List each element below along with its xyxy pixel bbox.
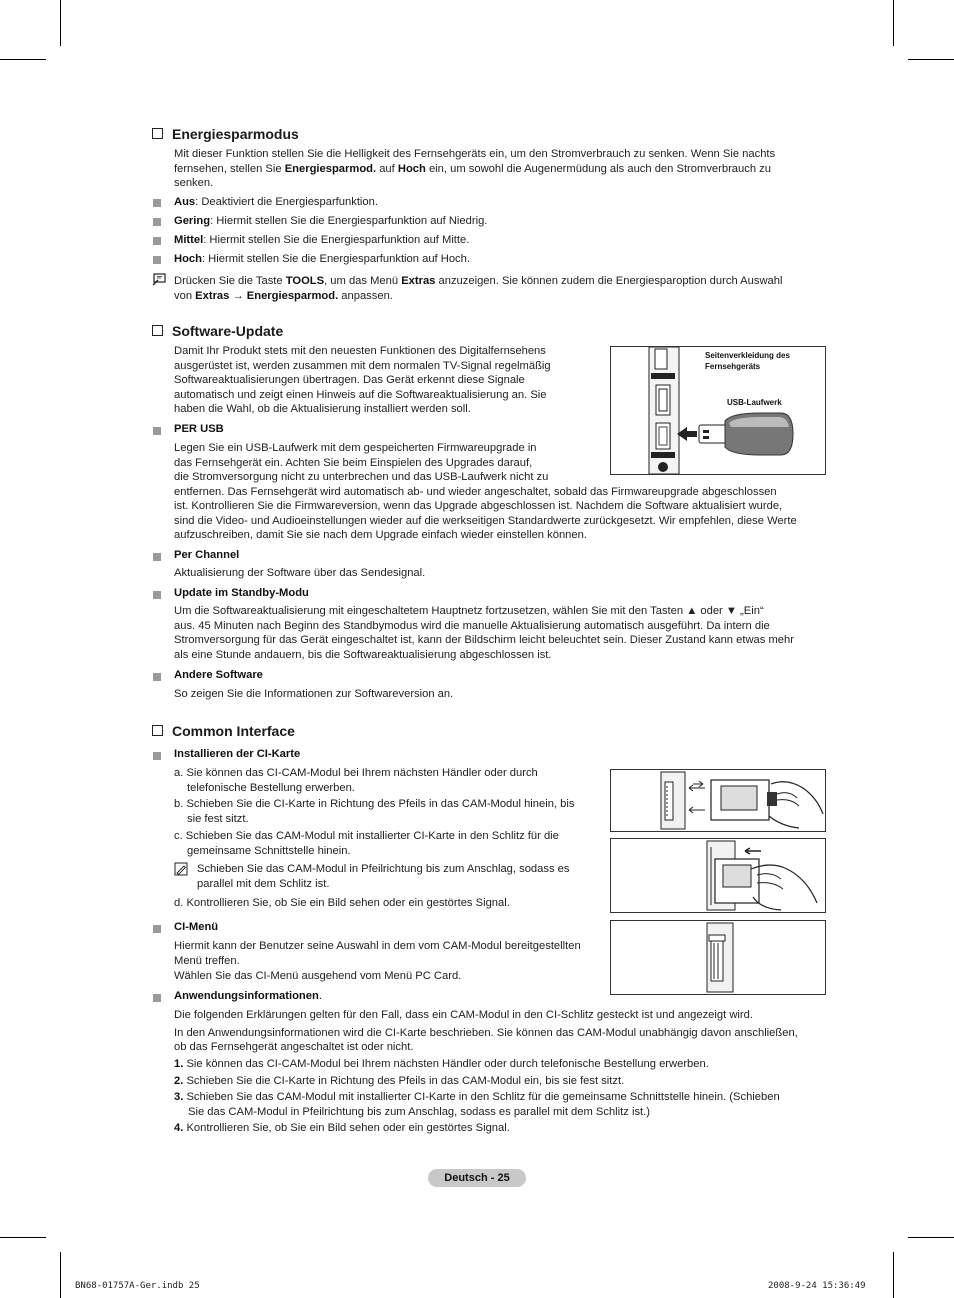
text-line: aus. 45 Minuten nach Beginn des Standbymodus wird die manuelle Aktualisierung automatisch ausgeführt. Da intern die — [174, 619, 770, 632]
list-item: 3. Schieben Sie das CAM-Modul mit installierter CI-Karte in den Schlitz für die gemeinsame Schnittstelle hinein. (Schieben — [174, 1091, 780, 1103]
crop-mark — [60, 1252, 61, 1298]
text-line: Damit Ihr Produkt stets mit den neuesten Funktionen des Digitalfernsehens — [174, 345, 546, 357]
text-line: In den Anwendungsinformationen wird die CI-Karte beschrieben. Sie können das CAM-Modul unabhängig davon anschließen, — [174, 1026, 798, 1039]
text-line: Um die Softwareaktualisierung mit eingeschaltetem Hauptnetz fortzusetzen, wählen Sie mit den Tasten ▲ oder ▼ „Ein“ — [174, 605, 764, 617]
bullet — [153, 427, 161, 435]
text-line: fernsehen, stellen Sie Energiesparmod. auf Hoch ein, um sowohl die Augenermüdung als auch den Stromverbrauch zu — [174, 162, 771, 175]
install-step-d: d. Kontrollieren Sie, ob Sie ein Bild sehen oder ein gestörtes Signal. — [174, 897, 510, 909]
subheading-install-ci: Installieren der CI-Karte — [174, 748, 301, 760]
energie-intro — [174, 147, 834, 191]
text-line: ausgerüstet ist, werden zusammen mit dem normalen TV-Signal regelmäßig — [174, 359, 551, 372]
text-line: Wählen Sie das CI-Menü ausgehend vom Menü PC Card. — [174, 970, 462, 982]
subheading-ci-menu: CI-Menü — [174, 921, 219, 933]
standby-text — [174, 604, 834, 662]
section-heading-energiesparmodus — [152, 126, 299, 142]
text-line: parallel mit dem Schlitz ist. — [197, 877, 330, 890]
list-item: Gering: Hiermit stellen Sie die Energiesparfunktion auf Niedrig. — [174, 215, 488, 227]
subheading-per-channel: Per Channel — [174, 549, 240, 561]
install-step-c — [174, 829, 604, 858]
subheading-andere-software: Andere Software — [174, 669, 263, 681]
cam-module-illustration — [611, 839, 825, 912]
bullet — [153, 199, 161, 207]
list-item: Mittel: Hiermit stellen Sie die Energiesparfunktion auf Mitte. — [174, 234, 470, 246]
crop-mark — [893, 1252, 894, 1298]
text-line: senken. — [174, 177, 214, 189]
text-line: a. Sie können das CI-CAM-Modul bei Ihrem nächsten Händler oder durch — [174, 767, 538, 779]
text-line: automatisch und zeigt einen Hinweis auf die Softwareaktualisierung an. Sie — [174, 388, 547, 401]
bullet — [153, 994, 161, 1002]
usb-drive-label: USB-Laufwerk — [727, 398, 782, 407]
software-intro — [174, 344, 594, 417]
bullet — [153, 218, 161, 226]
list-item: 4. Kontrollieren Sie, ob Sie ein Bild sehen oder ein gestörtes Signal. — [174, 1122, 510, 1134]
side-panel-label: Seitenverkleidung des Fernsehgeräts — [705, 351, 790, 371]
list-item: Hoch: Hiermit stellen Sie die Energiesparfunktion auf Hoch. — [174, 253, 470, 265]
checkbox-glyph — [152, 725, 163, 736]
note-icon — [174, 862, 188, 876]
text-line: sie fest sitzt. — [187, 812, 249, 825]
ci-figure-insert-card — [610, 769, 826, 832]
bullet — [153, 237, 161, 245]
text-line: Hiermit kann der Benutzer seine Auswahl in dem vom CAM-Modul bereitgestellten — [174, 940, 581, 952]
tools-note-icon — [152, 273, 166, 287]
per-usb-text — [174, 441, 834, 543]
numbered-list — [174, 1057, 834, 1136]
bullet — [153, 591, 161, 599]
checkbox-glyph — [152, 325, 163, 336]
list-item: Aus: Deaktiviert die Energiesparfunktion. — [174, 196, 378, 208]
list-item: 2. Schieben Sie die CI-Karte in Richtung des Pfeils in das CAM-Modul ein, bis sie fest sitzt. — [174, 1074, 625, 1087]
text-line: Legen Sie ein USB-Laufwerk mit dem gespeicherten Firmwareupgrade in — [174, 442, 537, 454]
bullet — [153, 256, 161, 264]
text-line: ist. Kontrollieren Sie die Firmwareversion, wenn das Upgrade abgeschlossen ist. Nachdem die Software aktualisiert wurde, — [174, 500, 783, 512]
crop-mark — [60, 0, 61, 46]
text-line: Schieben Sie das CAM-Modul in Pfeilrichtung bis zum Anschlag, sodass es — [197, 863, 570, 875]
bullet — [153, 925, 161, 933]
section-title: Common Interface — [172, 723, 295, 739]
text-line: gemeinsame Schnittstelle hinein. — [187, 844, 351, 857]
subheading-standby: Update im Standby-Modu — [174, 587, 309, 599]
checkbox-glyph — [152, 128, 163, 139]
andere-software-text: So zeigen Sie die Informationen zur Softwareversion an. — [174, 688, 454, 700]
text-line: als eine Stunde andauern, bis die Softwareaktualisierung abgeschlossen ist. — [174, 648, 552, 661]
text-line: Die folgenden Erklärungen gelten für den Fall, dass ein CAM-Modul in den CI-Schlitz gesteckt ist und angezeigt wird. — [174, 1009, 753, 1021]
section-heading-software-update — [152, 323, 283, 339]
text-line: aufzuschreiben, damit Sie sie nach dem Upgrade einfach wieder einstellen können. — [174, 529, 587, 541]
text-line: entfernen. Das Fernsehgerät wird automatisch ab- und wieder angeschaltet, sobald das Firmwareupgrade abgeschlossen — [174, 485, 777, 498]
crop-mark — [908, 1237, 954, 1238]
text-line: Stromversorgung für das Gerät eingeschaltet ist, kann der Bildschirm leicht beleuchtet sein. Dieser Zustand kann etwas mehr — [174, 634, 794, 646]
ci-card-illustration — [611, 770, 825, 831]
ci-menu-text — [174, 939, 604, 984]
text-line: die Stromversorgung nicht zu unterbrechen und das USB-Laufwerk nicht zu — [174, 471, 549, 483]
crop-mark — [908, 59, 954, 60]
text-line: Sie das CAM-Modul in Pfeilrichtung bis zum Anschlag, sodass es parallel mit dem Schlitz ist.) — [188, 1105, 650, 1118]
text-line: haben die Wahl, ob die Aktualisierung installiert werden soll. — [174, 403, 471, 415]
subheading-anwendungsinformationen: Anwendungsinformationen. — [174, 990, 322, 1002]
bullet — [153, 553, 161, 561]
crop-mark — [0, 59, 46, 60]
text-line: das Fernsehgerät ein. Achten Sie beim Einspielen des Upgrades darauf, — [174, 456, 533, 469]
install-step-b — [174, 797, 604, 826]
section-title: Energiesparmodus — [172, 126, 299, 142]
installed-module-illustration — [611, 921, 825, 994]
text-line: ob das Fernsehgerät angeschaltet ist oder nicht. — [174, 1041, 414, 1053]
section-title: Software-Update — [172, 323, 284, 339]
section-heading-common-interface — [152, 723, 295, 739]
bullet — [153, 673, 161, 681]
text-line: Softwareaktualisierungen übertragen. Das Gerät erkennt diese Signale — [174, 374, 525, 386]
ci-figure-insert-module — [610, 838, 826, 913]
crop-mark — [893, 0, 894, 46]
app-info-text — [174, 1008, 834, 1055]
text-line: sind die Video- und Audioeinstellungen wieder auf die werkseitigen Standardwerte zurückgesetzt. Wir empfehlen, diese Werte — [174, 514, 797, 527]
print-file-name: BN68-01757A-Ger.indb 25 — [75, 1281, 200, 1291]
print-timestamp: 2008-9-24 15:36:49 — [768, 1281, 866, 1291]
text-line: c. Schieben Sie das CAM-Modul mit installierter CI-Karte in den Schlitz für die — [174, 830, 559, 842]
subheading-per-usb: PER USB — [174, 423, 224, 435]
bullet — [153, 752, 161, 760]
text-line: telefonische Bestellung erwerben. — [187, 781, 355, 794]
text-line: Menü treffen. — [174, 954, 240, 967]
per-channel-text: Aktualisierung der Software über das Sendesignal. — [174, 567, 426, 579]
install-step-a — [174, 766, 604, 795]
ci-figure-installed — [610, 920, 826, 995]
text-line: Drücken Sie die Taste TOOLS, um das Menü Extras anzuzeigen. Sie können zudem die Energiesparoption durch Auswahl — [174, 275, 783, 287]
text-line: Mit dieser Funktion stellen Sie die Helligkeit des Fernsehgeräts ein, um den Stromverbrauch zu senken. Wenn Sie nachts — [174, 148, 776, 160]
tools-note — [174, 274, 834, 303]
page-number-badge: Deutsch - 25 — [428, 1169, 526, 1187]
install-note — [197, 862, 597, 891]
crop-mark — [0, 1237, 46, 1238]
list-item: 1. Sie können das CI-CAM-Modul bei Ihrem nächsten Händler oder durch telefonische Bestellung erwerben. — [174, 1058, 709, 1070]
text-line: b. Schieben Sie die CI-Karte in Richtung des Pfeils in das CAM-Modul hinein, bis — [174, 798, 575, 810]
text-line: von Extras → Energiesparmod. anpassen. — [174, 289, 393, 302]
